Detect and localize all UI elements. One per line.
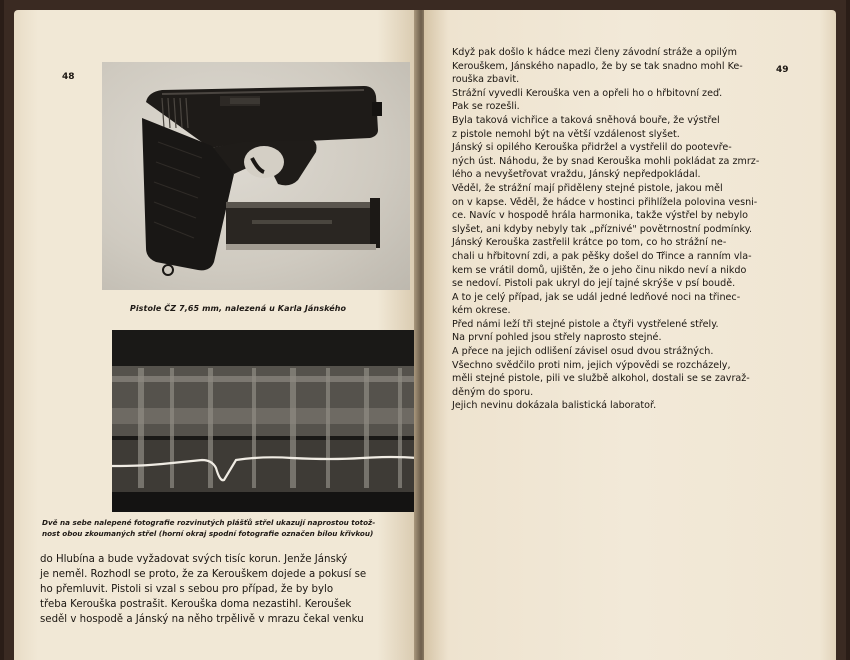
pistol-photo bbox=[102, 62, 410, 290]
pistol-caption: Pistole ČZ 7,65 mm, nalezená u Karla Jánského bbox=[129, 304, 347, 313]
text-line: Byla taková vichřice a taková sněhová bouře, že výstřel bbox=[452, 114, 720, 126]
left-body-text bbox=[40, 552, 418, 627]
text-line: Jejich nevinu dokázala balistická laboratoř. bbox=[452, 400, 657, 412]
text-line: se nedoví. Pistoli pak ukryl do její tajné skrýše v psí boudě. bbox=[452, 278, 736, 290]
page-number-left: 48 bbox=[62, 72, 75, 82]
text-line: Věděl, že strážní mají přiděleny stejné pistole, jakou měl bbox=[452, 182, 723, 194]
text-line: měli stejné pistole, pili ve službě alkohol, dostali se se zavraž- bbox=[452, 373, 750, 385]
left-page bbox=[14, 10, 418, 660]
text-line: Kerouškem, Jánského napadlo, že by se tak snadno mohl Ke- bbox=[452, 60, 743, 72]
text-line: Před námi leží tři stejné pistole a čtyři vystřelené střely. bbox=[452, 318, 719, 330]
text-line: seděl v hospodě a Jánský na něho trpělivě v mrazu čekal venku bbox=[40, 614, 364, 625]
text-line: A to je celý případ, jak se udál jedné ledňové noci na třinec- bbox=[452, 291, 741, 303]
text-line: třeba Kerouška postrašit. Kerouška doma nezastihl. Keroušek bbox=[40, 599, 352, 610]
text-line: Strážní vyvedli Kerouška ven a opřeli ho o hřbitovní zeď. bbox=[452, 87, 723, 99]
text-line: Všechno svědčilo proti nim, jejich výpovědi se rozcházely, bbox=[452, 359, 731, 371]
pistol-illustration bbox=[102, 62, 410, 290]
text-line: kem se vrátil domů, ujištěn, že o jeho činu nikdo neví a nikdo bbox=[452, 264, 747, 276]
text-line: kém okrese. bbox=[452, 305, 511, 317]
bullet-caption-line: Dvě na sebe nalepené fotografie rozvinutých plášťů střel ukazují naprostou totož- bbox=[42, 518, 376, 527]
text-line: Na první pohled jsou střely naprosto stejné. bbox=[452, 332, 662, 344]
text-line: Když pak došlo k hádce mezi členy závodní stráže a opilým bbox=[452, 47, 737, 58]
bullet-caption bbox=[42, 518, 418, 539]
right-page bbox=[424, 10, 836, 660]
page-number-right: 49 bbox=[776, 65, 789, 75]
text-line: ných úst. Náhodu, že by snad Kerouška mohli pokládat za zmrz- bbox=[452, 155, 760, 167]
text-line: děným do sporu. bbox=[452, 386, 534, 398]
text-line: chali u hřbitovní zdi, a pak pěšky došel do Třince a ranním vla- bbox=[452, 250, 752, 262]
text-line: je neměl. Rozhodl se proto, že za Kerouškem dojede a pokusí se bbox=[40, 569, 367, 580]
text-line: Pak se rozešli. bbox=[452, 101, 520, 113]
text-line: z pistole nemohl být na větší vzdálenost slyšet. bbox=[452, 128, 680, 140]
text-line: do Hlubína a bude vyžadovat svých tisíc korun. Jenže Jánský bbox=[40, 554, 348, 565]
bullet-comparison-photo bbox=[112, 330, 418, 512]
text-line: ce. Navíc v hospodě hrála harmonika, takže výstřel by nebylo bbox=[452, 210, 748, 222]
text-line: ho přemluvit. Pistoli si vzal s sebou pro případ, že by bylo bbox=[40, 584, 334, 595]
text-line: Jánský Kerouška zastřelil krátce po tom, co ho strážní ne- bbox=[452, 237, 727, 249]
text-line: rouška zbavit. bbox=[452, 74, 520, 86]
bullet-caption-line: nost obou zkoumaných střel (horní okraj spodní fotografie označen bílou křivkou) bbox=[42, 528, 374, 538]
text-line: slyšet, ani kdyby nebyly tak „příznivé" povětrnostní podmínky. bbox=[452, 223, 753, 235]
bullet-jacket-illustration bbox=[112, 330, 418, 512]
right-body-text bbox=[452, 46, 788, 413]
text-line: on v kapse. Věděl, že hádce v hostinci přihlížela polovina vesni- bbox=[452, 196, 758, 208]
text-line: lého a nevyšetřovat vraždu, Jánský nepředpokládal. bbox=[452, 169, 701, 181]
text-line: Jánský si opilého Kerouška přidržel a vystřelil do pootevře- bbox=[452, 142, 732, 154]
text-line: A přece na jejich odlišení závisel osud dvou strážných. bbox=[452, 346, 714, 358]
